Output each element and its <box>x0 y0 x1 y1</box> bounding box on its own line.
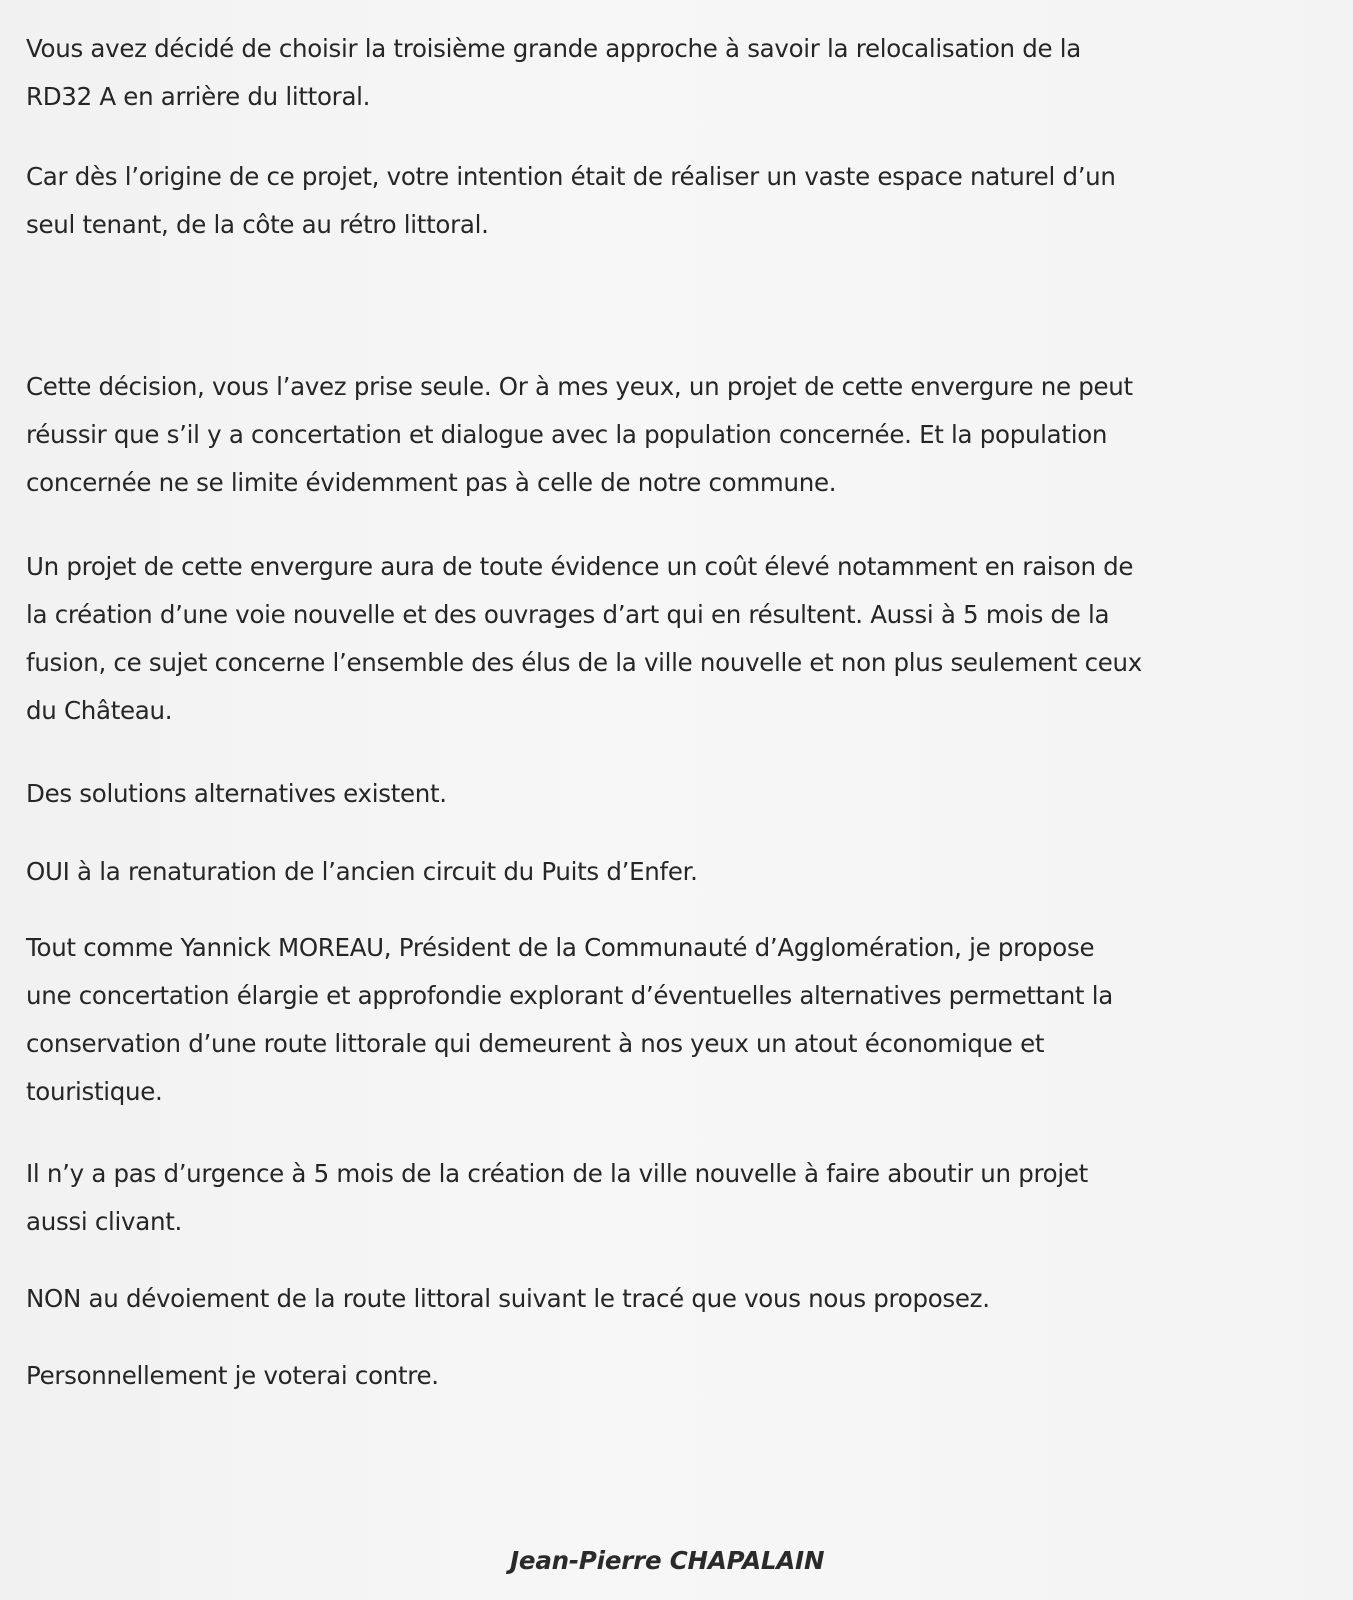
paragraph-non-devoiement: NON au dévoiement de la route littoral suivant le tracé que vous nous proposez. <box>26 1284 990 1313</box>
paragraph-solutions-alternatives: Des solutions alternatives existent. <box>26 779 447 808</box>
document-page <box>26 0 1336 1600</box>
paragraph-oui-renaturation: OUI à la renaturation de l’ancien circuit du Puits d’Enfer. <box>26 857 698 886</box>
paragraph-relocalisation: Vous avez décidé de choisir la troisième grande approche à savoir la relocalisation de la RD32 A en arrière du littoral. <box>26 34 1081 111</box>
paragraph-pas-urgence: Il n’y a pas d’urgence à 5 mois de la création de la ville nouvelle à faire aboutir un projet aussi clivant. <box>26 1159 1088 1236</box>
paragraph-origine-projet: Car dès l’origine de ce projet, votre intention était de réaliser un vaste espace naturel d’un seul tenant, de la côte au rétro littoral. <box>26 162 1116 239</box>
paragraph-vote-contre: Personnellement je voterai contre. <box>26 1361 439 1390</box>
signature-name: Jean-Pierre CHAPALAIN <box>510 1546 825 1575</box>
paragraph-concertation-elargie: Tout comme Yannick MOREAU, Président de la Communauté d’Agglomération, je propose une concertation élargie et approfondie explorant d’éventuelles alternatives permettant la conservation d’une route littorale qui demeurent à nos yeux un atout économique et touristique. <box>26 933 1113 1106</box>
paragraph-decision-seule: Cette décision, vous l’avez prise seule. Or à mes yeux, un projet de cette envergure ne peut réussir que s’il y a concertation et dialogue avec la population concernée. Et la population concernée ne se limite évidemment pas à celle de notre commune. <box>26 372 1133 497</box>
paragraph-cout-projet: Un projet de cette envergure aura de toute évidence un coût élevé notamment en raison de la création d’une voie nouvelle et des ouvrages d’art qui en résultent. Aussi à 5 mois de la fusion, ce sujet concerne l’ensemble des élus de la ville nouvelle et non plus seulement ceux du Château. <box>26 552 1142 725</box>
